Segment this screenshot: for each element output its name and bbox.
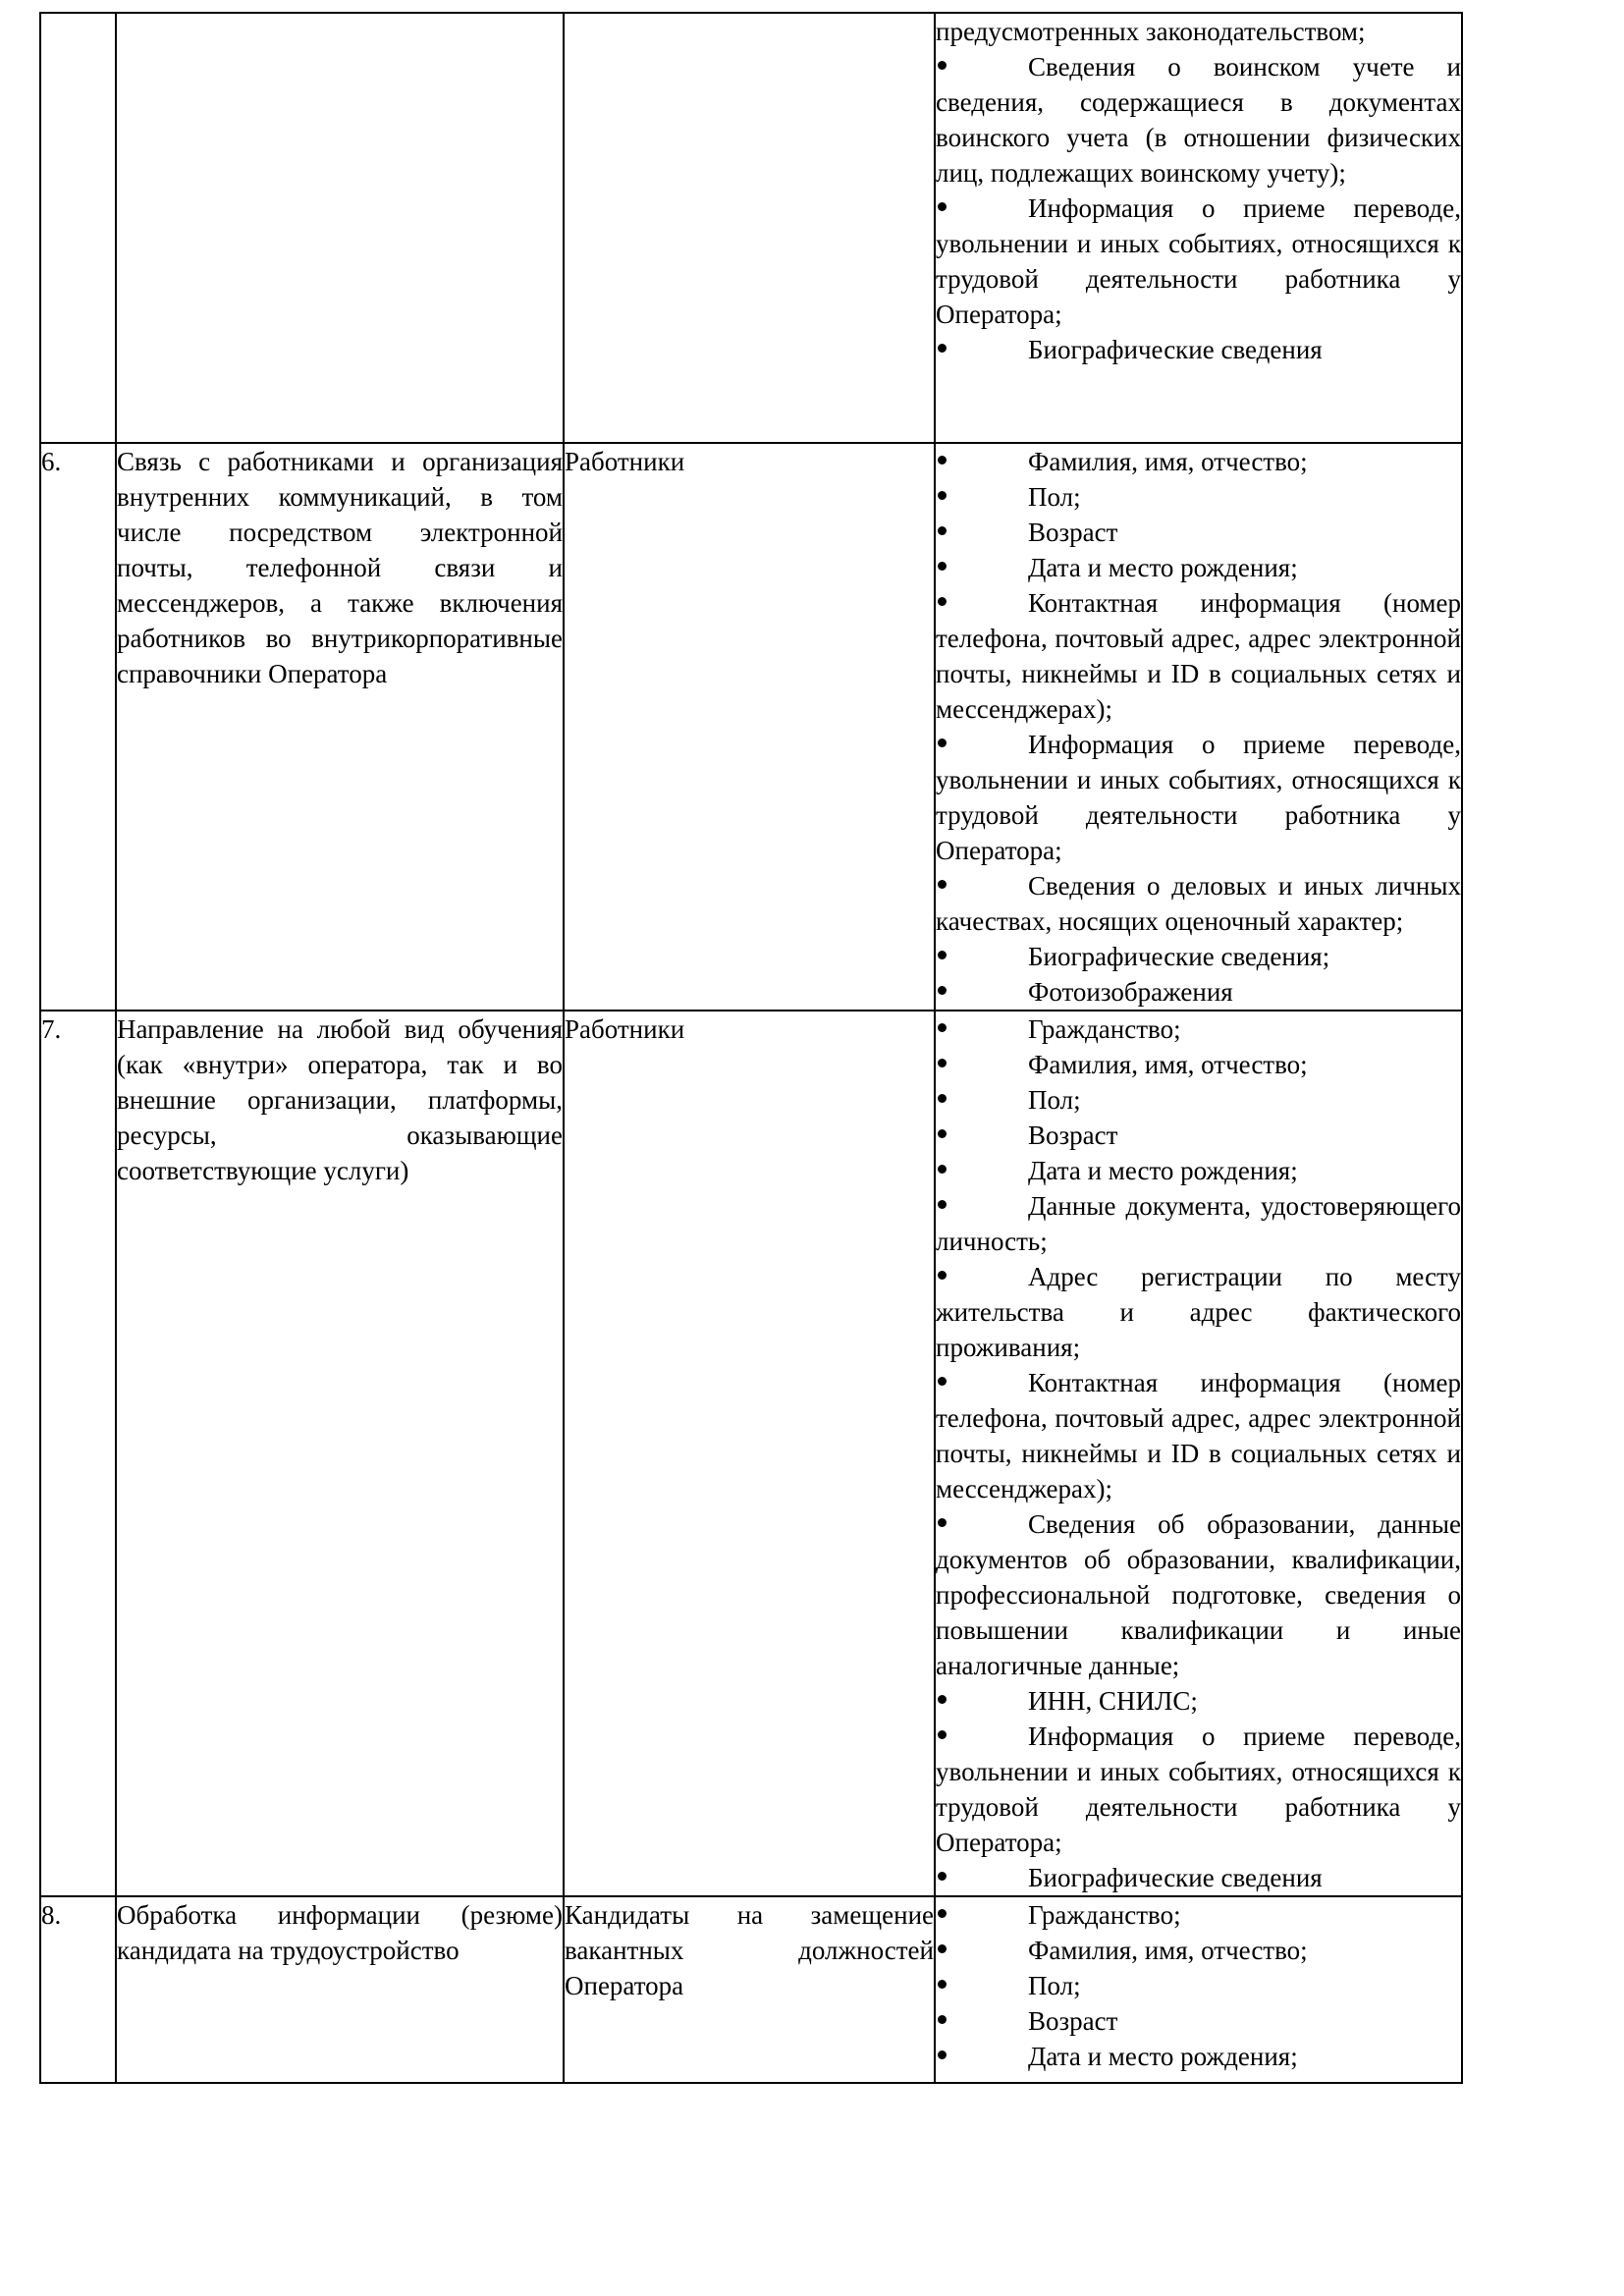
list-item-text: Фамилия, имя, отчество; <box>1028 1050 1308 1079</box>
list-item-text: Фамилия, имя, отчество; <box>1028 447 1308 476</box>
list-item <box>936 1259 1461 1365</box>
list-item <box>936 1968 1461 2003</box>
list-item <box>936 14 1461 49</box>
list-item-text: Биографические сведения; <box>1028 942 1330 971</box>
table-row <box>40 1011 1462 1896</box>
row-number: 8. <box>40 1896 116 2083</box>
list-item <box>936 1047 1461 1082</box>
list-item <box>936 1188 1461 1259</box>
list-item-text: предусмотренных законодательством; <box>936 17 1366 46</box>
list-item-text: Информация о приеме переводе, увольнении и иных событиях, относящихся к трудовой деятельности работника у Оператора; <box>936 1722 1461 1857</box>
data-subjects: Работники <box>564 443 935 1011</box>
row-number: 6. <box>40 443 116 1011</box>
processing-purpose: Связь с работниками и организация внутренних коммуникаций, в том числе посредством электронной почты, телефонной связи и мессенджеров, а также включения работников во внутрикорпоративные справочники Оператора <box>116 443 564 1011</box>
list-item-text: Дата и место рождения; <box>1028 1156 1298 1185</box>
list-item <box>936 2039 1461 2074</box>
list-item <box>936 2003 1461 2039</box>
list-item-text: Возраст <box>1028 518 1118 547</box>
list-item-text: Фамилия, имя, отчество; <box>1028 1936 1308 1965</box>
table-row <box>40 443 1462 1011</box>
list-item <box>936 1860 1461 1895</box>
list-item <box>936 1153 1461 1188</box>
list-item <box>936 1719 1461 1860</box>
list-item <box>936 727 1461 868</box>
personal-data-list <box>935 1011 1462 1896</box>
processing-purpose: Обработка информации (резюме) кандидата на трудоустройство <box>116 1896 564 2083</box>
list-item-text: Пол; <box>1028 1971 1081 2000</box>
list-item-text: ИНН, СНИЛС; <box>1028 1686 1198 1716</box>
data-subjects: Работники <box>564 1011 935 1896</box>
list-item <box>936 515 1461 550</box>
processing-purpose: Направление на любой вид обучения (как «внутри» оператора, так и во внешние организации, платформы, ресурсы, оказывающие соответствующие услуги) <box>116 1011 564 1896</box>
list-item-text: Адрес регистрации по месту жительства и адрес фактического проживания; <box>936 1262 1461 1362</box>
list-item-text: Возраст <box>1028 1121 1118 1150</box>
list-item-text: Гражданство; <box>1028 1900 1181 1930</box>
list-item-text: Сведения о воинском учете и сведения, содержащиеся в документах воинского учета (в отношении физических лиц, подлежащих воинскому учету); <box>936 52 1461 188</box>
list-item <box>936 939 1461 974</box>
list-item <box>936 1897 1461 1933</box>
list-item-text: Гражданство; <box>1028 1014 1181 1044</box>
list-item <box>936 49 1461 191</box>
processing-purpose <box>116 13 564 443</box>
list-item-text: Контактная информация (номер телефона, почтовый адрес, адрес электронной почты, никнеймы и ID в социальных сетях и мессенджерах); <box>936 588 1461 724</box>
personal-data-list <box>935 1896 1462 2083</box>
table-row <box>40 13 1462 443</box>
list-item-text: Биографические сведения <box>1028 335 1323 364</box>
list-item-text: Пол; <box>1028 482 1081 512</box>
list-item <box>936 444 1461 479</box>
row-number: 7. <box>40 1011 116 1896</box>
list-item <box>936 1011 1461 1047</box>
personal-data-list <box>935 13 1462 443</box>
list-item <box>936 1082 1461 1118</box>
list-item <box>936 332 1461 367</box>
list-item-text: Возраст <box>1028 2006 1118 2036</box>
list-item-text: Дата и место рождения; <box>1028 2042 1298 2071</box>
list-item-text: Дата и место рождения; <box>1028 553 1298 582</box>
list-item <box>936 1365 1461 1506</box>
list-item <box>936 550 1461 585</box>
data-subjects <box>564 13 935 443</box>
list-item-text: Сведения об образовании, данные документов об образовании, квалификации, профессиональной подготовке, сведения о повышении квалификации и иные аналогичные данные; <box>936 1509 1461 1680</box>
list-item-text: Пол; <box>1028 1085 1081 1115</box>
row-number <box>40 13 116 443</box>
list-item <box>936 868 1461 939</box>
list-item <box>936 585 1461 727</box>
personal-data-list <box>935 443 1462 1011</box>
personal-data-table <box>39 12 1463 2084</box>
list-item-text: Сведения о деловых и иных личных качествах, носящих оценочный характер; <box>936 871 1461 936</box>
table-row <box>40 1896 1462 2083</box>
list-item <box>936 974 1461 1010</box>
list-item <box>936 1118 1461 1153</box>
list-item-text: Биографические сведения <box>1028 1863 1323 1892</box>
list-item-text: Информация о приеме переводе, увольнении и иных событиях, относящихся к трудовой деятельности работника у Оператора; <box>936 193 1461 329</box>
list-item-text: Информация о приеме переводе, увольнении и иных событиях, относящихся к трудовой деятельности работника у Оператора; <box>936 730 1461 865</box>
list-item <box>936 1933 1461 1968</box>
list-item-text: Фотоизображения <box>1028 977 1233 1007</box>
list-item-text: Данные документа, удостоверяющего личность; <box>936 1191 1461 1256</box>
list-item <box>936 191 1461 332</box>
list-item <box>936 479 1461 515</box>
data-subjects: Кандидаты на замещение вакантных должностей Оператора <box>564 1896 935 2083</box>
list-item-text: Контактная информация (номер телефона, почтовый адрес, адрес электронной почты, никнеймы и ID в социальных сетях и мессенджерах); <box>936 1368 1461 1503</box>
list-item <box>936 1683 1461 1719</box>
list-item <box>936 1506 1461 1683</box>
